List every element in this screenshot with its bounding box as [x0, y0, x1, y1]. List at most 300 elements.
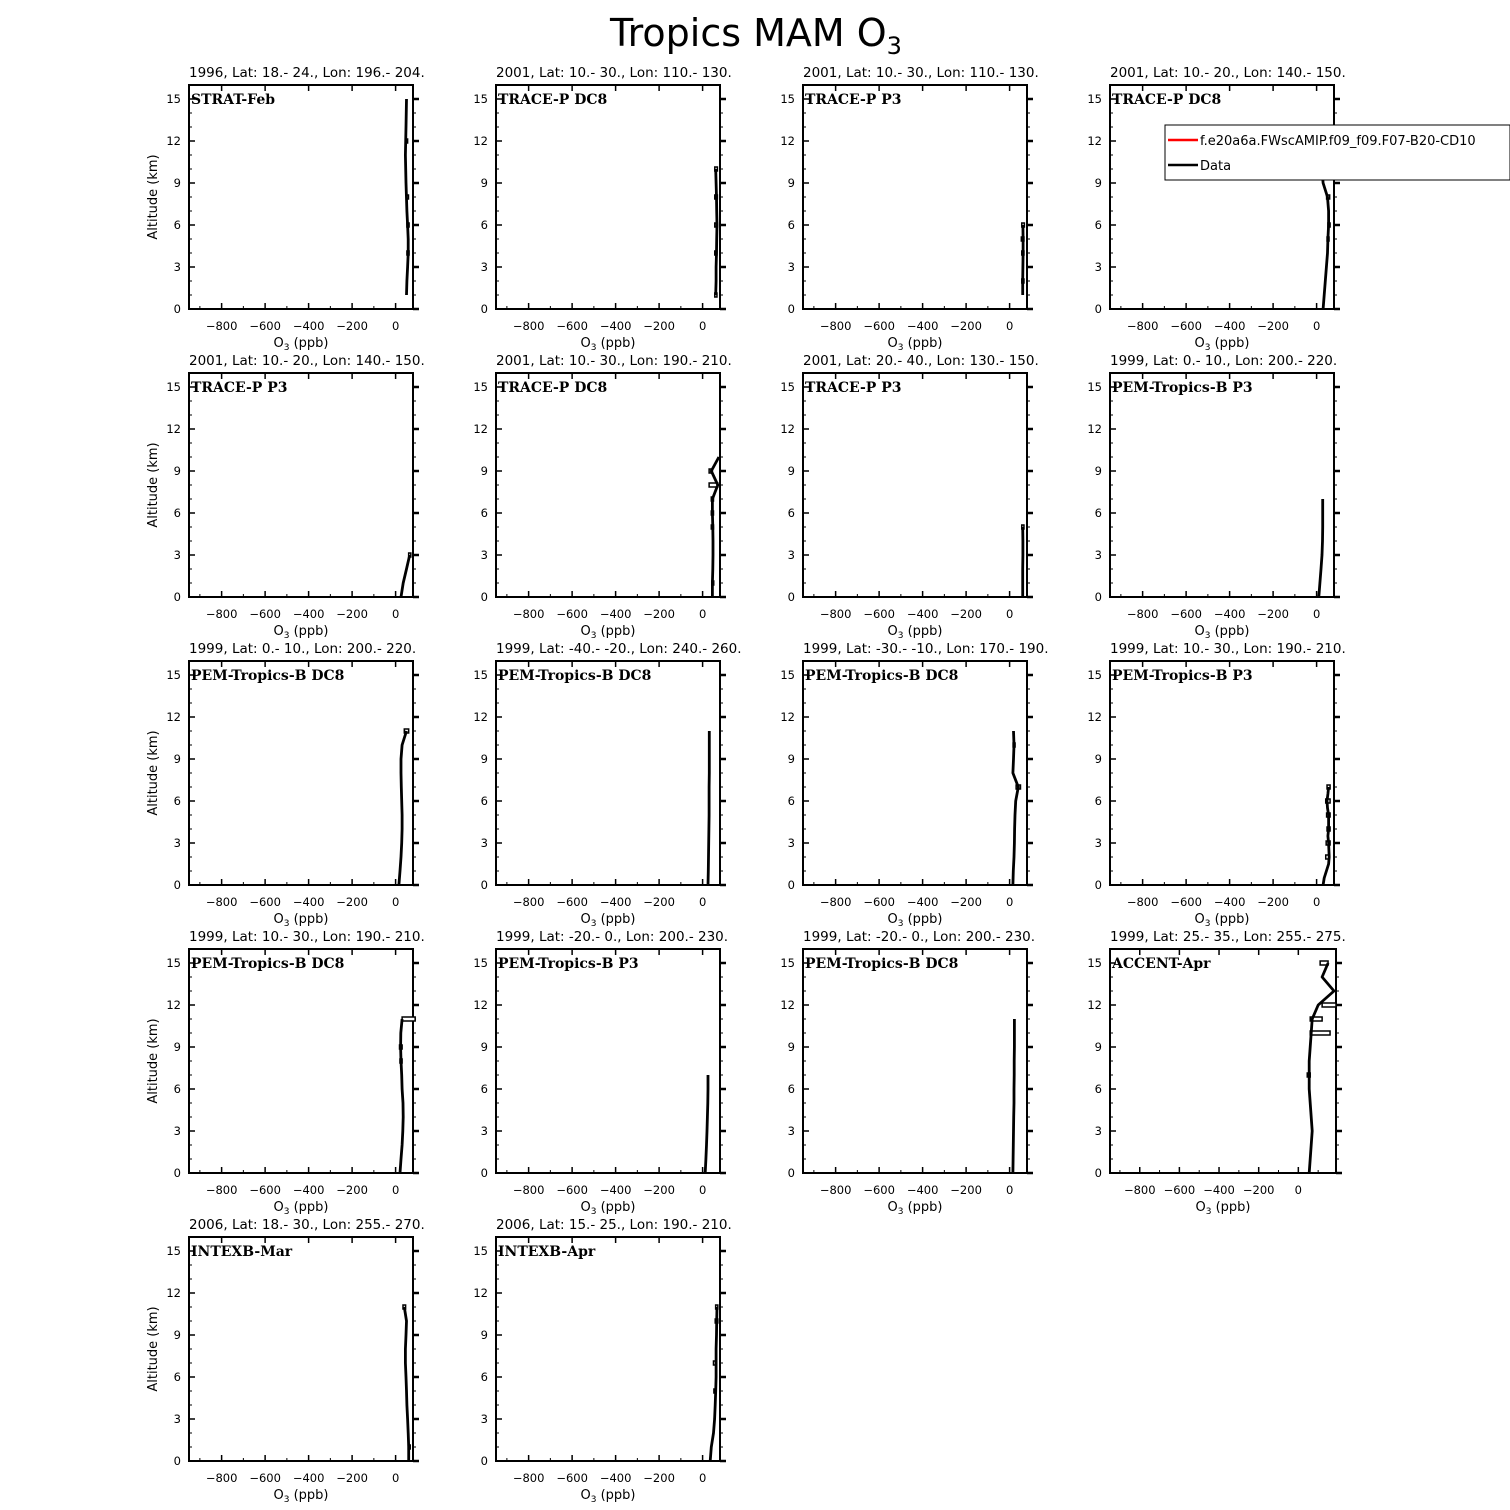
campaign-label: PEM-Tropics-B P3 [1112, 380, 1253, 396]
x-tick-label: −200 [1242, 1183, 1275, 1197]
panel-10 [473, 641, 741, 929]
x-tick-label: −400 [599, 607, 632, 621]
x-tick-label: −600 [249, 1183, 281, 1197]
plot-frame [1110, 949, 1336, 1173]
x-tick-label: −800 [512, 1183, 545, 1197]
x-tick-label: −200 [643, 1471, 675, 1485]
y-tick-label: 6 [173, 794, 181, 808]
x-tick-label: −800 [1126, 319, 1159, 333]
y-tick-label: 9 [1094, 1040, 1102, 1054]
panel-7 [780, 353, 1038, 641]
x-tick-label: 0 [1312, 319, 1321, 333]
panel-title: 2001, Lat: 20.- 40., Lon: 130.- 150. [803, 353, 1039, 369]
campaign-label: ACCENT-Apr [1112, 956, 1211, 972]
y-tick-label: 15 [1087, 380, 1102, 394]
panel-title: 1999, Lat: 0.- 10., Lon: 200.- 220. [1110, 353, 1338, 369]
x-axis-label: $O_3$ (ppb) [580, 336, 636, 353]
x-tick-label: 0 [698, 607, 707, 621]
y-tick-label: 0 [480, 590, 488, 604]
series-line-data [711, 457, 719, 597]
campaign-label: PEM-Tropics-B P3 [1112, 668, 1253, 684]
plot-frame [496, 1237, 720, 1461]
panel-title: 1999, Lat: 25.- 35., Lon: 255.- 275. [1110, 929, 1346, 945]
y-tick-label: 3 [480, 260, 488, 274]
x-tick-label: −400 [906, 319, 939, 333]
x-tick-label: −800 [512, 319, 545, 333]
series-line-data [405, 99, 408, 295]
y-tick-label: 9 [173, 752, 181, 766]
campaign-label: TRACE-P P3 [805, 380, 902, 396]
y-tick-label: 3 [480, 548, 488, 562]
x-tick-label: −600 [249, 607, 281, 621]
y-tick-label: 15 [473, 956, 488, 970]
x-tick-label: −200 [336, 895, 368, 909]
y-tick-label: 12 [166, 710, 181, 724]
x-tick-label: −200 [1257, 607, 1289, 621]
y-tick-label: 9 [1094, 464, 1102, 478]
y-tick-label: 0 [173, 1166, 181, 1180]
plot-frame [496, 85, 720, 309]
x-tick-label: −400 [599, 1183, 632, 1197]
figure-title-main: Tropics MAM O [610, 11, 887, 55]
y-tick-label: 6 [480, 794, 488, 808]
x-tick-label: −600 [863, 1183, 895, 1197]
x-axis-label: $O_3$ (ppb) [273, 1200, 329, 1217]
y-tick-label: 15 [473, 668, 488, 682]
plot-frame [803, 661, 1027, 885]
y-tick-label: 6 [1094, 794, 1102, 808]
y-tick-label: 12 [1087, 134, 1102, 148]
x-axis-label: $O_3$ (ppb) [273, 624, 329, 641]
y-tick-label: 0 [1094, 302, 1102, 316]
x-tick-label: 0 [698, 895, 707, 909]
x-tick-label: −600 [1170, 607, 1202, 621]
plot-frame [1110, 373, 1334, 597]
x-tick-label: −800 [512, 607, 545, 621]
y-tick-label: 6 [787, 506, 795, 520]
y-tick-label: 0 [173, 878, 181, 892]
y-tick-label: 9 [480, 176, 488, 190]
y-tick-label: 12 [473, 710, 488, 724]
y-tick-label: 15 [166, 380, 181, 394]
y-tick-label: 9 [480, 752, 488, 766]
campaign-label: PEM-Tropics-B P3 [498, 956, 639, 972]
x-tick-label: −400 [292, 895, 325, 909]
x-tick-label: −800 [819, 895, 852, 909]
figure-title [609, 11, 902, 60]
x-tick-label: −400 [599, 895, 632, 909]
x-tick-label: −800 [512, 895, 545, 909]
panel-14 [473, 929, 728, 1217]
y-tick-label: 12 [473, 422, 488, 436]
x-axis-label: $O_3$ (ppb) [273, 336, 329, 353]
x-axis-label: $O_3$ (ppb) [1194, 336, 1250, 353]
y-tick-label: 3 [787, 836, 795, 850]
y-tick-label: 12 [473, 998, 488, 1012]
y-tick-label: 3 [480, 1412, 488, 1426]
y-tick-label: 0 [787, 590, 795, 604]
y-tick-label: 6 [1094, 506, 1102, 520]
legend-model-label: f.e20a6a.FWscAMIP.f09_f09.F07-B20-CD10 [1200, 134, 1476, 149]
x-tick-label: 0 [391, 1183, 400, 1197]
series-line-data [1322, 169, 1329, 309]
x-axis-label: $O_3$ (ppb) [1194, 912, 1250, 929]
x-tick-label: 0 [1312, 895, 1321, 909]
y-tick-label: 12 [780, 134, 795, 148]
y-tick-label: 3 [173, 260, 181, 274]
x-tick-label: −400 [292, 1471, 325, 1485]
x-tick-label: −400 [1203, 1183, 1235, 1197]
y-tick-label: 15 [1087, 668, 1102, 682]
x-axis-label: $O_3$ (ppb) [580, 1200, 636, 1217]
plot-frame [496, 373, 720, 597]
x-tick-label: 0 [698, 1471, 707, 1485]
x-tick-label: −800 [512, 1471, 545, 1485]
x-tick-label: −600 [1163, 1183, 1196, 1197]
series-line-data [1323, 787, 1329, 885]
x-tick-label: −600 [863, 607, 895, 621]
x-axis-label: $O_3$ (ppb) [887, 912, 943, 929]
x-tick-label: −800 [205, 1471, 238, 1485]
x-tick-label: −400 [906, 895, 939, 909]
campaign-label: PEM-Tropics-B DC8 [498, 668, 652, 684]
data-range-bar [402, 1017, 415, 1021]
panel-5 [146, 353, 425, 641]
panel-11 [780, 641, 1048, 929]
y-tick-label: 3 [1094, 1124, 1102, 1138]
panel-18 [473, 1217, 731, 1505]
x-axis-label: $O_3$ (ppb) [1195, 1200, 1251, 1217]
series-line-data [1013, 731, 1018, 885]
x-tick-label: −800 [205, 1183, 238, 1197]
x-axis-label: $O_3$ (ppb) [273, 912, 329, 929]
y-tick-label: 0 [173, 590, 181, 604]
campaign-label: PEM-Tropics-B DC8 [191, 668, 345, 684]
campaign-label: TRACE-P DC8 [498, 92, 608, 108]
x-tick-label: −200 [950, 895, 982, 909]
y-tick-label: 0 [1094, 878, 1102, 892]
campaign-label: PEM-Tropics-B DC8 [805, 668, 959, 684]
y-tick-label: 9 [173, 1328, 181, 1342]
x-tick-label: −600 [556, 895, 588, 909]
y-tick-label: 15 [780, 668, 795, 682]
plot-frame [803, 373, 1027, 597]
panel-8 [1087, 353, 1340, 641]
y-tick-label: 9 [480, 464, 488, 478]
x-tick-label: −200 [336, 319, 368, 333]
x-tick-label: −800 [1126, 607, 1159, 621]
panel-3 [780, 65, 1038, 353]
x-tick-label: 0 [698, 1183, 707, 1197]
x-tick-label: −800 [819, 607, 852, 621]
x-axis-label: $O_3$ (ppb) [580, 624, 636, 641]
x-tick-label: −600 [556, 1471, 588, 1485]
panel-2 [473, 65, 731, 353]
x-tick-label: 0 [391, 895, 400, 909]
plot-frame [189, 85, 413, 309]
series-line-data [708, 731, 709, 885]
series-line-data [401, 555, 410, 597]
series-line-data [716, 169, 717, 295]
y-tick-label: 0 [1094, 590, 1102, 604]
x-tick-label: −400 [599, 319, 632, 333]
series-line-data [400, 1019, 403, 1173]
x-tick-label: −200 [1257, 895, 1289, 909]
y-tick-label: 3 [1094, 260, 1102, 274]
x-tick-label: −400 [906, 607, 939, 621]
y-tick-label: 15 [473, 1244, 488, 1258]
y-tick-label: 0 [173, 1454, 181, 1468]
x-tick-label: −800 [819, 319, 852, 333]
series-line-data [404, 1307, 408, 1461]
campaign-label: STRAT-Feb [191, 92, 276, 108]
x-axis-label: $O_3$ (ppb) [887, 1200, 943, 1217]
y-tick-label: 6 [173, 506, 181, 520]
x-axis-label: $O_3$ (ppb) [580, 1488, 636, 1505]
campaign-label: PEM-Tropics-B DC8 [805, 956, 959, 972]
x-tick-label: −600 [249, 1471, 281, 1485]
panel-9 [146, 641, 419, 929]
y-tick-label: 3 [480, 836, 488, 850]
x-tick-label: −200 [950, 1183, 982, 1197]
x-tick-label: −800 [819, 1183, 852, 1197]
y-tick-label: 12 [166, 134, 181, 148]
y-axis-label: Altitude (km) [146, 730, 161, 816]
panel-title: 2001, Lat: 10.- 30., Lon: 110.- 130. [803, 65, 1039, 81]
y-tick-label: 6 [480, 1370, 488, 1384]
y-tick-label: 6 [173, 1082, 181, 1096]
series-line-data [705, 1075, 708, 1173]
panel-title: 2001, Lat: 10.- 30., Lon: 110.- 130. [496, 65, 732, 81]
x-tick-label: −600 [863, 319, 895, 333]
x-tick-label: −800 [205, 319, 238, 333]
y-tick-label: 6 [787, 218, 795, 232]
x-axis-label: $O_3$ (ppb) [580, 912, 636, 929]
y-tick-label: 3 [1094, 836, 1102, 850]
x-tick-label: −600 [1170, 895, 1202, 909]
y-tick-label: 12 [1087, 710, 1102, 724]
x-tick-label: −400 [292, 607, 325, 621]
x-axis-label: $O_3$ (ppb) [887, 624, 943, 641]
y-tick-label: 0 [480, 1454, 488, 1468]
legend-data-label: Data [1200, 159, 1232, 174]
y-tick-label: 12 [780, 710, 795, 724]
x-tick-label: 0 [1005, 607, 1014, 621]
campaign-label: TRACE-P DC8 [1112, 92, 1222, 108]
y-tick-label: 6 [1094, 218, 1102, 232]
y-axis-label: Altitude (km) [146, 1306, 161, 1392]
panel-title: 1999, Lat: -20.- 0., Lon: 200.- 230. [803, 929, 1036, 945]
x-tick-label: 0 [391, 1471, 400, 1485]
y-tick-label: 9 [787, 1040, 795, 1054]
plot-frame [1110, 661, 1334, 885]
panel-title: 2006, Lat: 18.- 30., Lon: 255.- 270. [189, 1217, 425, 1233]
x-tick-label: −200 [1257, 319, 1289, 333]
x-axis-label: $O_3$ (ppb) [1194, 624, 1250, 641]
y-axis-label: Altitude (km) [146, 1018, 161, 1104]
x-tick-label: −400 [1213, 319, 1246, 333]
y-axis-label: Altitude (km) [146, 154, 161, 240]
y-tick-label: 12 [473, 134, 488, 148]
x-tick-label: −600 [556, 319, 588, 333]
panel-title: 2001, Lat: 10.- 20., Lon: 140.- 150. [189, 353, 425, 369]
x-tick-label: −200 [336, 1471, 368, 1485]
panel-13 [146, 929, 425, 1217]
y-axis-label: Altitude (km) [146, 442, 161, 528]
x-tick-label: −600 [1170, 319, 1202, 333]
y-tick-label: 6 [787, 1082, 795, 1096]
panel-title: 2006, Lat: 15.- 25., Lon: 190.- 210. [496, 1217, 732, 1233]
plot-frame [496, 949, 720, 1173]
campaign-label: TRACE-P P3 [191, 380, 288, 396]
y-tick-label: 9 [787, 752, 795, 766]
panel-title: 1999, Lat: 10.- 30., Lon: 190.- 210. [1110, 641, 1346, 657]
data-range-bar [1310, 1031, 1330, 1035]
x-tick-label: −200 [643, 607, 675, 621]
y-tick-label: 15 [473, 380, 488, 394]
series-line-data [1319, 499, 1323, 597]
y-tick-label: 12 [780, 422, 795, 436]
x-tick-label: 0 [1312, 607, 1321, 621]
y-tick-label: 9 [480, 1328, 488, 1342]
x-tick-label: −200 [336, 1183, 368, 1197]
x-tick-label: −600 [556, 1183, 588, 1197]
data-range-bar [1322, 1003, 1336, 1007]
y-tick-label: 12 [1087, 998, 1102, 1012]
y-tick-label: 12 [1087, 422, 1102, 436]
y-tick-label: 15 [473, 92, 488, 106]
x-tick-label: −200 [336, 607, 368, 621]
y-tick-label: 15 [780, 92, 795, 106]
x-tick-label: −600 [249, 319, 281, 333]
plot-frame [189, 661, 413, 885]
plot-frame [189, 1237, 413, 1461]
campaign-label: INTEXB-Mar [191, 1244, 293, 1260]
panel-title: 1999, Lat: -20.- 0., Lon: 200.- 230. [496, 929, 729, 945]
x-tick-label: −600 [863, 895, 895, 909]
plot-frame [189, 949, 413, 1173]
y-tick-label: 12 [473, 1286, 488, 1300]
panel-6 [473, 353, 731, 641]
y-tick-label: 12 [780, 998, 795, 1012]
plot-frame [189, 373, 413, 597]
x-tick-label: −200 [950, 607, 982, 621]
series-line-data [1013, 1019, 1015, 1173]
panel-title: 1999, Lat: 10.- 30., Lon: 190.- 210. [189, 929, 425, 945]
y-tick-label: 3 [480, 1124, 488, 1138]
y-tick-label: 6 [173, 218, 181, 232]
x-tick-label: −200 [643, 895, 675, 909]
campaign-label: PEM-Tropics-B DC8 [191, 956, 345, 972]
y-tick-label: 15 [780, 380, 795, 394]
x-tick-label: −800 [1123, 1183, 1156, 1197]
panel-12 [1087, 641, 1345, 929]
y-tick-label: 0 [173, 302, 181, 316]
x-tick-label: 0 [1005, 1183, 1014, 1197]
x-tick-label: 0 [698, 319, 707, 333]
x-tick-label: −400 [906, 1183, 939, 1197]
x-tick-label: 0 [1294, 1183, 1302, 1197]
y-tick-label: 15 [1087, 92, 1102, 106]
panel-1 [146, 65, 425, 353]
panel-title: 1999, Lat: -40.- -20., Lon: 240.- 260. [496, 641, 742, 657]
panel-4 [1087, 65, 1345, 353]
panel-title: 1999, Lat: -30.- -10., Lon: 170.- 190. [803, 641, 1049, 657]
panel-title: 2001, Lat: 10.- 20., Lon: 140.- 150. [1110, 65, 1346, 81]
series-line-data [1309, 963, 1334, 1173]
y-tick-label: 3 [1094, 548, 1102, 562]
y-tick-label: 9 [1094, 752, 1102, 766]
y-tick-label: 3 [173, 1124, 181, 1138]
y-tick-label: 9 [787, 464, 795, 478]
y-tick-label: 15 [166, 668, 181, 682]
x-tick-label: 0 [391, 319, 400, 333]
y-tick-label: 12 [166, 998, 181, 1012]
x-tick-label: −800 [205, 607, 238, 621]
panel-title: 1999, Lat: 0.- 10., Lon: 200.- 220. [189, 641, 417, 657]
y-tick-label: 15 [166, 92, 181, 106]
x-tick-label: −200 [643, 319, 675, 333]
y-tick-label: 9 [480, 1040, 488, 1054]
panel-title: 2001, Lat: 10.- 30., Lon: 190.- 210. [496, 353, 732, 369]
y-tick-label: 0 [787, 302, 795, 316]
y-tick-label: 3 [173, 548, 181, 562]
y-tick-label: 0 [1094, 1166, 1102, 1180]
y-tick-label: 6 [173, 1370, 181, 1384]
legend [1165, 125, 1510, 180]
y-tick-label: 3 [173, 836, 181, 850]
y-tick-label: 12 [166, 422, 181, 436]
campaign-label: INTEXB-Apr [498, 1244, 596, 1260]
plot-frame [803, 949, 1027, 1173]
y-tick-label: 6 [480, 218, 488, 232]
x-tick-label: −800 [205, 895, 238, 909]
y-tick-label: 6 [787, 794, 795, 808]
x-tick-label: −400 [1213, 895, 1246, 909]
y-tick-label: 0 [787, 878, 795, 892]
y-tick-label: 3 [173, 1412, 181, 1426]
x-tick-label: 0 [1005, 895, 1014, 909]
y-tick-label: 12 [166, 1286, 181, 1300]
series-line-data [399, 731, 407, 885]
y-tick-label: 0 [480, 1166, 488, 1180]
x-tick-label: 0 [1005, 319, 1014, 333]
y-tick-label: 6 [1094, 1082, 1102, 1096]
x-axis-label: $O_3$ (ppb) [273, 1488, 329, 1505]
panel-15 [780, 929, 1035, 1217]
y-tick-label: 0 [787, 1166, 795, 1180]
plot-frame [803, 85, 1027, 309]
y-tick-label: 0 [480, 878, 488, 892]
series-line-data [710, 1307, 717, 1461]
y-tick-label: 15 [780, 956, 795, 970]
y-tick-label: 0 [480, 302, 488, 316]
x-tick-label: −400 [1213, 607, 1246, 621]
x-tick-label: −600 [556, 607, 588, 621]
y-tick-label: 9 [787, 176, 795, 190]
y-tick-label: 6 [480, 506, 488, 520]
y-tick-label: 15 [166, 956, 181, 970]
y-tick-label: 9 [1094, 176, 1102, 190]
x-tick-label: −400 [599, 1471, 632, 1485]
x-tick-label: −200 [643, 1183, 675, 1197]
x-tick-label: −400 [292, 1183, 325, 1197]
y-tick-label: 3 [787, 1124, 795, 1138]
x-tick-label: −800 [1126, 895, 1159, 909]
y-tick-label: 9 [173, 1040, 181, 1054]
figure-title-subscript: 3 [886, 32, 902, 60]
x-tick-label: −600 [249, 895, 281, 909]
